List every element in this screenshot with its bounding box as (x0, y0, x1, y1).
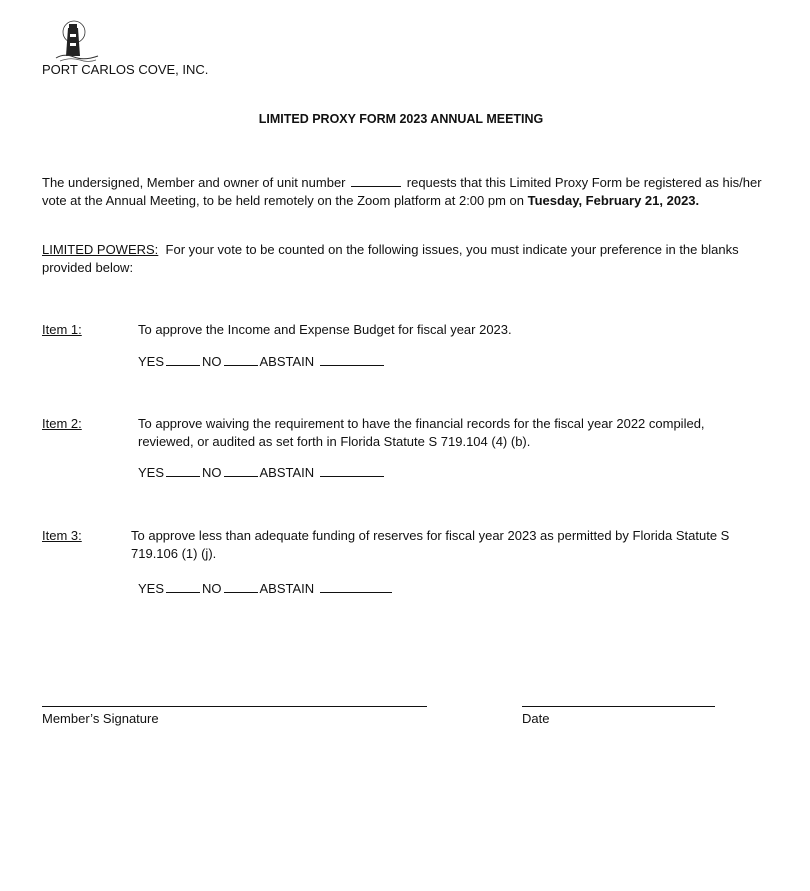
yes-label: YES (138, 354, 165, 369)
no-label: NO (202, 354, 222, 369)
item-1-vote-row (138, 353, 386, 371)
member-signature-line[interactable] (42, 706, 427, 707)
yes-label: YES (138, 465, 165, 480)
intro-text-1: The undersigned, Member and owner of unit number (42, 175, 346, 190)
item-2-label: Item 2: (42, 416, 82, 431)
no-label: NO (202, 581, 222, 596)
no-label: NO (202, 465, 222, 480)
item-3-vote-row (138, 580, 394, 598)
intro-text-2: requests that this Limited Proxy Form be registered as his/her vote at the Annual Meeting, to be held remotely on the Zoom platform at 2:00 pm on (42, 175, 762, 208)
item-1-no-blank[interactable] (224, 353, 258, 366)
company-name: PORT CARLOS COVE, INC. (42, 62, 209, 77)
unit-number-blank[interactable] (351, 174, 401, 187)
item-3-abstain-blank[interactable] (320, 580, 392, 593)
item-3-yes-blank[interactable] (166, 580, 200, 593)
yes-label: YES (138, 581, 165, 596)
date-label: Date (522, 711, 550, 726)
item-1-label: Item 1: (42, 322, 82, 337)
form-title: LIMITED PROXY FORM 2023 ANNUAL MEETING (258, 112, 544, 126)
item-1-yes-blank[interactable] (166, 353, 200, 366)
limited-powers-paragraph (42, 241, 767, 277)
item-1-text: To approve the Income and Expense Budget for fiscal year 2023. (138, 322, 512, 337)
member-signature-label: Member’s Signature (42, 711, 159, 726)
item-3-text: To approve less than adequate funding of reserves for fiscal year 2023 as permitted by Florida Statute S 719.106 (1) (j). (131, 528, 730, 561)
intro-paragraph (42, 174, 762, 210)
date-line[interactable] (522, 706, 715, 707)
abstain-label: ABSTAIN (259, 354, 315, 369)
item-1-abstain-blank[interactable] (320, 353, 384, 366)
item-2-text: To approve waiving the requirement to have the financial records for the fiscal year 2022 compiled, reviewed, or audited as set forth in Florida Statute S 719.104 (4) (b). (138, 416, 705, 449)
item-3-label: Item 3: (42, 528, 82, 543)
abstain-label: ABSTAIN (259, 581, 315, 596)
meeting-date: Tuesday, February 21, 2023. (527, 193, 700, 208)
item-2-no-blank[interactable] (224, 464, 258, 477)
item-2-yes-blank[interactable] (166, 464, 200, 477)
abstain-label: ABSTAIN (259, 465, 315, 480)
powers-text: For your vote to be counted on the following issues, you must indicate your preference in the blanks provided below: (42, 242, 739, 275)
item-2-vote-row (138, 464, 386, 482)
lighthouse-icon (54, 18, 102, 64)
item-2-abstain-blank[interactable] (320, 464, 384, 477)
powers-label: LIMITED POWERS: (42, 242, 159, 257)
item-3-no-blank[interactable] (224, 580, 258, 593)
